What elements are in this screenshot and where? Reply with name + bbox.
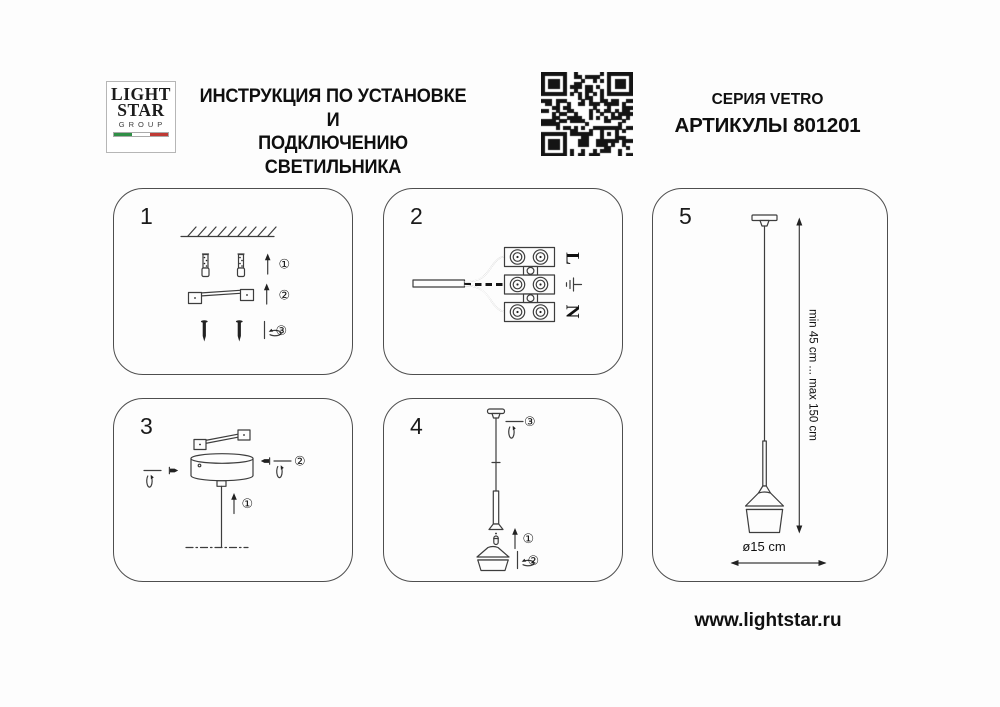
canopy — [191, 454, 253, 487]
series-label: СЕРИЯ VETRO — [711, 91, 824, 108]
lightstar-logo — [106, 81, 176, 153]
diameter-dimension-label: ø15 cm — [742, 539, 786, 554]
logo-text: GROUP — [118, 120, 167, 129]
italian-flag-stripe — [113, 132, 169, 137]
dimensions-panel — [652, 188, 888, 582]
qr-code — [541, 72, 633, 156]
lamp-shade — [746, 486, 784, 533]
step-3-marker: ③ — [524, 415, 536, 430]
step-2-marker: ② — [294, 454, 306, 470]
page-title — [194, 85, 473, 179]
power-cable — [413, 257, 504, 312]
title-line-1: ИНСТРУКЦИЯ ПО УСТАНОВКЕ И — [199, 85, 467, 131]
diameter-dimension-arrow — [731, 560, 827, 566]
suspension-cord — [763, 226, 767, 486]
rotation-arrow-icon — [144, 471, 161, 488]
suspension-cord — [489, 418, 503, 530]
height-dimension-arrow — [796, 218, 802, 534]
step-1-marker: ① — [278, 257, 291, 273]
rotation-arrow-icon — [274, 461, 291, 478]
lamp-shade — [477, 547, 509, 571]
step-arrow — [265, 254, 271, 275]
neutral-wire-label: N — [561, 304, 583, 319]
panel-number: 4 — [410, 413, 423, 439]
flag-green — [114, 133, 132, 136]
flag-white — [132, 133, 150, 136]
panel-number: 2 — [410, 203, 423, 229]
step-panel-1 — [113, 188, 353, 375]
live-wire-label: L — [561, 252, 583, 265]
screw — [201, 320, 208, 341]
panel-number: 1 — [140, 203, 153, 229]
step1-diagram — [114, 189, 351, 373]
step-1-marker: ① — [522, 532, 535, 547]
step3-diagram — [114, 399, 351, 580]
step-arrow — [512, 528, 518, 549]
step-panel-3 — [113, 398, 353, 582]
logo-text: STAR — [117, 99, 165, 120]
title-line-2: ПОДКЛЮЧЕНИЮ СВЕТИЛЬНИКА — [258, 132, 408, 178]
step-panel-4 — [383, 398, 623, 582]
suspension-cord — [186, 486, 248, 547]
step-2-marker: ② — [278, 288, 291, 304]
step-arrow — [231, 493, 237, 514]
step-panel-2 — [383, 188, 623, 375]
screw — [236, 320, 243, 341]
website-url: www.lightstar.ru — [694, 610, 842, 631]
panel-number: 3 — [140, 413, 153, 439]
screw-icon — [261, 458, 270, 464]
canopy — [488, 409, 505, 418]
bulb — [494, 533, 498, 545]
step-3-marker: ③ — [275, 324, 288, 339]
step-arrow — [264, 284, 270, 305]
article-number: АРТИКУЛЫ 801201 — [674, 114, 861, 137]
panel-number: 5 — [679, 203, 692, 229]
ceiling-hatch — [181, 227, 276, 237]
height-dimension-label: min 45 cm ... max 150 cm — [806, 309, 819, 441]
logo-text: LIGHT — [111, 84, 171, 104]
mounting-bracket — [194, 430, 250, 450]
wall-anchor — [238, 254, 245, 277]
step-2-marker: ② — [527, 554, 540, 569]
ground-symbol-icon — [567, 278, 582, 291]
step-1-marker: ① — [241, 497, 254, 512]
product-info — [660, 91, 875, 138]
screw-icon — [169, 467, 178, 473]
mounting-bracket — [189, 290, 254, 304]
terminal-block — [505, 248, 555, 322]
rotation-arrow-icon — [506, 422, 523, 439]
flag-red — [150, 133, 168, 136]
step2-diagram — [384, 189, 621, 373]
step4-diagram — [384, 399, 621, 580]
wall-anchor — [202, 254, 209, 277]
pendant-dimensions-diagram — [653, 189, 886, 580]
ceiling-plate — [752, 215, 777, 226]
